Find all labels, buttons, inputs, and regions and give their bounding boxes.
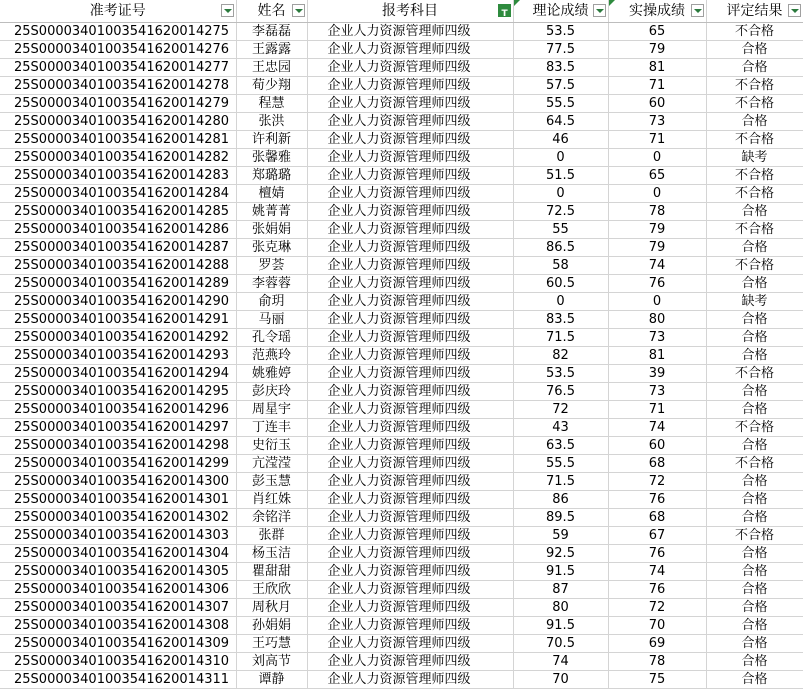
table-row — [0, 239, 803, 257]
cell-result[interactable]: 合格 — [706, 653, 803, 671]
cell-result[interactable]: 不合格 — [706, 131, 803, 149]
cell-theory-score[interactable]: 63.5 — [513, 437, 608, 455]
cell-exam-id[interactable]: 25S00003401003541620014310 — [0, 653, 236, 671]
cell-practical-score[interactable]: 60 — [608, 437, 706, 455]
cell-result[interactable]: 缺考 — [706, 293, 803, 311]
cell-name[interactable]: 荀少翔 — [236, 77, 307, 95]
cell-name[interactable]: 张克琳 — [236, 239, 307, 257]
cell-exam-id[interactable]: 25S00003401003541620014309 — [0, 635, 236, 653]
table-row — [0, 401, 803, 419]
cell-theory-score[interactable]: 72 — [513, 401, 608, 419]
cell-subject[interactable]: 企业人力资源管理师四级 — [307, 617, 513, 635]
cell-practical-score[interactable]: 70 — [608, 617, 706, 635]
cell-result[interactable]: 不合格 — [706, 95, 803, 113]
cell-subject[interactable]: 企业人力资源管理师四级 — [307, 347, 513, 365]
table-row — [0, 329, 803, 347]
cell-name[interactable]: 彭玉慧 — [236, 473, 307, 491]
cell-name[interactable]: 王露露 — [236, 41, 307, 59]
cell-practical-score[interactable]: 39 — [608, 365, 706, 383]
cell-name[interactable]: 檀婧 — [236, 185, 307, 203]
cell-name[interactable]: 郑璐璐 — [236, 167, 307, 185]
cell-practical-score[interactable]: 80 — [608, 311, 706, 329]
cell-exam-id[interactable]: 25S00003401003541620014308 — [0, 617, 236, 635]
filter-dropdown-icon[interactable] — [221, 4, 234, 17]
cell-name[interactable]: 瞿甜甜 — [236, 563, 307, 581]
cell-name[interactable]: 李蓉蓉 — [236, 275, 307, 293]
table-row — [0, 365, 803, 383]
cell-theory-score[interactable]: 72.5 — [513, 203, 608, 221]
cell-practical-score[interactable]: 71 — [608, 77, 706, 95]
cell-subject[interactable]: 企业人力资源管理师四级 — [307, 203, 513, 221]
cell-theory-score[interactable]: 71.5 — [513, 473, 608, 491]
cell-theory-score[interactable]: 43 — [513, 419, 608, 437]
cell-exam-id[interactable]: 25S00003401003541620014298 — [0, 437, 236, 455]
comment-indicator-icon — [514, 0, 520, 6]
cell-subject[interactable]: 企业人力资源管理师四级 — [307, 149, 513, 167]
column-header[interactable] — [706, 0, 803, 23]
cell-subject[interactable]: 企业人力资源管理师四级 — [307, 311, 513, 329]
header-row — [0, 0, 803, 23]
cell-theory-score[interactable]: 53.5 — [513, 23, 608, 41]
cell-result[interactable]: 合格 — [706, 473, 803, 491]
table-row — [0, 545, 803, 563]
cell-result[interactable]: 不合格 — [706, 23, 803, 41]
table-row — [0, 635, 803, 653]
comment-indicator-icon — [609, 0, 615, 6]
cell-exam-id[interactable]: 25S00003401003541620014292 — [0, 329, 236, 347]
cell-practical-score[interactable]: 78 — [608, 653, 706, 671]
table-row — [0, 41, 803, 59]
cell-result[interactable]: 合格 — [706, 59, 803, 77]
cell-subject[interactable]: 企业人力资源管理师四级 — [307, 437, 513, 455]
cell-exam-id[interactable]: 25S00003401003541620014279 — [0, 95, 236, 113]
cell-theory-score[interactable]: 70 — [513, 671, 608, 689]
cell-name[interactable]: 程慧 — [236, 95, 307, 113]
cell-subject[interactable]: 企业人力资源管理师四级 — [307, 59, 513, 77]
cell-subject[interactable]: 企业人力资源管理师四级 — [307, 383, 513, 401]
cell-subject[interactable]: 企业人力资源管理师四级 — [307, 185, 513, 203]
cell-theory-score[interactable]: 0 — [513, 149, 608, 167]
cell-exam-id[interactable]: 25S00003401003541620014287 — [0, 239, 236, 257]
filter-dropdown-icon[interactable] — [788, 4, 801, 17]
cell-name[interactable]: 姚雅婷 — [236, 365, 307, 383]
column-header-label: 理论成绩 — [532, 3, 589, 19]
cell-practical-score[interactable]: 76 — [608, 581, 706, 599]
cell-practical-score[interactable]: 79 — [608, 221, 706, 239]
cell-result[interactable]: 合格 — [706, 617, 803, 635]
cell-subject[interactable]: 企业人力资源管理师四级 — [307, 635, 513, 653]
table-row — [0, 455, 803, 473]
cell-practical-score[interactable]: 65 — [608, 23, 706, 41]
cell-name[interactable]: 王欣欣 — [236, 581, 307, 599]
cell-result[interactable]: 合格 — [706, 401, 803, 419]
cell-result[interactable]: 合格 — [706, 347, 803, 365]
cell-practical-score[interactable]: 71 — [608, 131, 706, 149]
cell-practical-score[interactable]: 60 — [608, 95, 706, 113]
cell-practical-score[interactable]: 73 — [608, 329, 706, 347]
cell-name[interactable]: 丁连丰 — [236, 419, 307, 437]
cell-theory-score[interactable]: 76.5 — [513, 383, 608, 401]
cell-practical-score[interactable]: 78 — [608, 203, 706, 221]
cell-name[interactable]: 周秋月 — [236, 599, 307, 617]
table-row — [0, 581, 803, 599]
cell-name[interactable]: 谭静 — [236, 671, 307, 689]
cell-subject[interactable]: 企业人力资源管理师四级 — [307, 419, 513, 437]
cell-theory-score[interactable]: 86.5 — [513, 239, 608, 257]
cell-exam-id[interactable]: 25S00003401003541620014275 — [0, 23, 236, 41]
cell-theory-score[interactable]: 87 — [513, 581, 608, 599]
cell-practical-score[interactable]: 0 — [608, 293, 706, 311]
table-row — [0, 203, 803, 221]
cell-exam-id[interactable]: 25S00003401003541620014282 — [0, 149, 236, 167]
table-row — [0, 599, 803, 617]
table-row — [0, 653, 803, 671]
cell-result[interactable]: 合格 — [706, 311, 803, 329]
column-header[interactable] — [307, 0, 513, 23]
cell-exam-id[interactable]: 25S00003401003541620014293 — [0, 347, 236, 365]
cell-theory-score[interactable]: 92.5 — [513, 545, 608, 563]
column-header[interactable] — [236, 0, 307, 23]
column-header[interactable] — [0, 0, 236, 23]
cell-exam-id[interactable]: 25S00003401003541620014283 — [0, 167, 236, 185]
column-header-label: 报考科目 — [382, 3, 438, 19]
cell-exam-id[interactable]: 25S00003401003541620014302 — [0, 509, 236, 527]
cell-result[interactable]: 不合格 — [706, 419, 803, 437]
table-row — [0, 185, 803, 203]
column-header-label: 姓名 — [257, 3, 286, 19]
cell-exam-id[interactable]: 25S00003401003541620014297 — [0, 419, 236, 437]
cell-subject[interactable]: 企业人力资源管理师四级 — [307, 329, 513, 347]
cell-theory-score[interactable]: 64.5 — [513, 113, 608, 131]
cell-subject[interactable]: 企业人力资源管理师四级 — [307, 95, 513, 113]
cell-practical-score[interactable]: 75 — [608, 671, 706, 689]
cell-result[interactable]: 合格 — [706, 437, 803, 455]
cell-practical-score[interactable]: 79 — [608, 41, 706, 59]
cell-result[interactable]: 不合格 — [706, 167, 803, 185]
cell-result[interactable]: 不合格 — [706, 527, 803, 545]
cell-practical-score[interactable]: 73 — [608, 383, 706, 401]
cell-practical-score[interactable]: 65 — [608, 167, 706, 185]
cell-subject[interactable]: 企业人力资源管理师四级 — [307, 167, 513, 185]
table-row — [0, 257, 803, 275]
filter-dropdown-icon[interactable] — [691, 4, 704, 17]
cell-theory-score[interactable]: 91.5 — [513, 563, 608, 581]
table-row — [0, 23, 803, 41]
cell-exam-id[interactable]: 25S00003401003541620014284 — [0, 185, 236, 203]
cell-exam-id[interactable]: 25S00003401003541620014290 — [0, 293, 236, 311]
cell-exam-id[interactable]: 25S00003401003541620014301 — [0, 491, 236, 509]
cell-practical-score[interactable]: 68 — [608, 455, 706, 473]
cell-exam-id[interactable]: 25S00003401003541620014304 — [0, 545, 236, 563]
cell-name[interactable]: 李磊磊 — [236, 23, 307, 41]
cell-subject[interactable]: 企业人力资源管理师四级 — [307, 527, 513, 545]
table-row — [0, 59, 803, 77]
table-row — [0, 113, 803, 131]
cell-practical-score[interactable]: 72 — [608, 599, 706, 617]
cell-exam-id[interactable]: 25S00003401003541620014307 — [0, 599, 236, 617]
cell-name[interactable]: 史衍玉 — [236, 437, 307, 455]
cell-subject[interactable]: 企业人力资源管理师四级 — [307, 275, 513, 293]
cell-practical-score[interactable]: 0 — [608, 149, 706, 167]
cell-result[interactable]: 合格 — [706, 203, 803, 221]
column-header[interactable] — [513, 0, 608, 23]
cell-name[interactable]: 俞玥 — [236, 293, 307, 311]
cell-result[interactable]: 合格 — [706, 581, 803, 599]
cell-exam-id[interactable]: 25S00003401003541620014305 — [0, 563, 236, 581]
cell-exam-id[interactable]: 25S00003401003541620014299 — [0, 455, 236, 473]
cell-theory-score[interactable]: 60.5 — [513, 275, 608, 293]
cell-theory-score[interactable]: 82 — [513, 347, 608, 365]
table-row — [0, 437, 803, 455]
cell-result[interactable]: 合格 — [706, 599, 803, 617]
cell-exam-id[interactable]: 25S00003401003541620014291 — [0, 311, 236, 329]
cell-theory-score[interactable]: 58 — [513, 257, 608, 275]
cell-name[interactable]: 亢滢滢 — [236, 455, 307, 473]
cell-theory-score[interactable]: 80 — [513, 599, 608, 617]
cell-name[interactable]: 杨玉洁 — [236, 545, 307, 563]
cell-result[interactable]: 合格 — [706, 275, 803, 293]
cell-exam-id[interactable]: 25S00003401003541620014296 — [0, 401, 236, 419]
cell-subject[interactable]: 企业人力资源管理师四级 — [307, 365, 513, 383]
cell-subject[interactable]: 企业人力资源管理师四级 — [307, 293, 513, 311]
cell-name[interactable]: 肖红姝 — [236, 491, 307, 509]
cell-practical-score[interactable]: 81 — [608, 59, 706, 77]
table-row — [0, 95, 803, 113]
cell-name[interactable]: 余铭洋 — [236, 509, 307, 527]
column-header-label: 评定结果 — [726, 3, 783, 19]
table-row — [0, 509, 803, 527]
cell-subject[interactable]: 企业人力资源管理师四级 — [307, 113, 513, 131]
cell-name[interactable]: 张群 — [236, 527, 307, 545]
cell-name[interactable]: 范燕玲 — [236, 347, 307, 365]
table-row — [0, 563, 803, 581]
cell-practical-score[interactable]: 74 — [608, 563, 706, 581]
cell-result[interactable]: 合格 — [706, 383, 803, 401]
table-row — [0, 671, 803, 689]
table-row — [0, 77, 803, 95]
table-row — [0, 491, 803, 509]
cell-practical-score[interactable]: 72 — [608, 473, 706, 491]
cell-result[interactable]: 合格 — [706, 545, 803, 563]
table-row — [0, 149, 803, 167]
cell-theory-score[interactable]: 86 — [513, 491, 608, 509]
cell-name[interactable]: 马丽 — [236, 311, 307, 329]
cell-name[interactable]: 姚菁菁 — [236, 203, 307, 221]
cell-name[interactable]: 周星宇 — [236, 401, 307, 419]
cell-practical-score[interactable]: 79 — [608, 239, 706, 257]
cell-theory-score[interactable]: 91.5 — [513, 617, 608, 635]
cell-subject[interactable]: 企业人力资源管理师四级 — [307, 257, 513, 275]
table-row — [0, 311, 803, 329]
cell-result[interactable]: 合格 — [706, 491, 803, 509]
cell-result[interactable]: 合格 — [706, 563, 803, 581]
cell-exam-id[interactable]: 25S00003401003541620014277 — [0, 59, 236, 77]
cell-name[interactable]: 张馨雅 — [236, 149, 307, 167]
cell-practical-score[interactable]: 73 — [608, 113, 706, 131]
table-row — [0, 419, 803, 437]
cell-result[interactable]: 合格 — [706, 113, 803, 131]
cell-subject[interactable]: 企业人力资源管理师四级 — [307, 509, 513, 527]
cell-subject[interactable]: 企业人力资源管理师四级 — [307, 23, 513, 41]
cell-subject[interactable]: 企业人力资源管理师四级 — [307, 77, 513, 95]
cell-exam-id[interactable]: 25S00003401003541620014303 — [0, 527, 236, 545]
cell-theory-score[interactable]: 55 — [513, 221, 608, 239]
table-row — [0, 383, 803, 401]
cell-exam-id[interactable]: 25S00003401003541620014278 — [0, 77, 236, 95]
table-row — [0, 131, 803, 149]
cell-practical-score[interactable]: 0 — [608, 185, 706, 203]
cell-result[interactable]: 合格 — [706, 671, 803, 689]
cell-exam-id[interactable]: 25S00003401003541620014294 — [0, 365, 236, 383]
cell-result[interactable]: 不合格 — [706, 185, 803, 203]
table-row — [0, 617, 803, 635]
filter-dropdown-icon[interactable] — [292, 4, 305, 17]
cell-name[interactable]: 罗荟 — [236, 257, 307, 275]
cell-result[interactable]: 不合格 — [706, 77, 803, 95]
cell-name[interactable]: 张洪 — [236, 113, 307, 131]
cell-result[interactable]: 合格 — [706, 635, 803, 653]
cell-practical-score[interactable]: 68 — [608, 509, 706, 527]
cell-practical-score[interactable]: 76 — [608, 491, 706, 509]
cell-practical-score[interactable]: 81 — [608, 347, 706, 365]
cell-exam-id[interactable]: 25S00003401003541620014286 — [0, 221, 236, 239]
cell-name[interactable]: 彭庆玲 — [236, 383, 307, 401]
cell-practical-score[interactable]: 76 — [608, 545, 706, 563]
cell-practical-score[interactable]: 74 — [608, 257, 706, 275]
cell-subject[interactable]: 企业人力资源管理师四级 — [307, 653, 513, 671]
cell-theory-score[interactable]: 0 — [513, 293, 608, 311]
cell-subject[interactable]: 企业人力资源管理师四级 — [307, 131, 513, 149]
cell-theory-score[interactable]: 71.5 — [513, 329, 608, 347]
cell-exam-id[interactable]: 25S00003401003541620014311 — [0, 671, 236, 689]
cell-result[interactable]: 合格 — [706, 509, 803, 527]
cell-subject[interactable]: 企业人力资源管理师四级 — [307, 671, 513, 689]
cell-exam-id[interactable]: 25S00003401003541620014285 — [0, 203, 236, 221]
cell-result[interactable]: 不合格 — [706, 365, 803, 383]
cell-practical-score[interactable]: 69 — [608, 635, 706, 653]
cell-name[interactable]: 王巧慧 — [236, 635, 307, 653]
table-row — [0, 527, 803, 545]
cell-name[interactable]: 王忠园 — [236, 59, 307, 77]
cell-subject[interactable]: 企业人力资源管理师四级 — [307, 221, 513, 239]
cell-exam-id[interactable]: 25S00003401003541620014306 — [0, 581, 236, 599]
cell-subject[interactable]: 企业人力资源管理师四级 — [307, 581, 513, 599]
cell-exam-id[interactable]: 25S00003401003541620014300 — [0, 473, 236, 491]
cell-theory-score[interactable]: 53.5 — [513, 365, 608, 383]
cell-result[interactable]: 不合格 — [706, 455, 803, 473]
cell-subject[interactable]: 企业人力资源管理师四级 — [307, 41, 513, 59]
cell-practical-score[interactable]: 71 — [608, 401, 706, 419]
cell-theory-score[interactable]: 83.5 — [513, 59, 608, 77]
cell-subject[interactable]: 企业人力资源管理师四级 — [307, 239, 513, 257]
cell-result[interactable]: 缺考 — [706, 149, 803, 167]
cell-theory-score[interactable]: 70.5 — [513, 635, 608, 653]
cell-exam-id[interactable]: 25S00003401003541620014288 — [0, 257, 236, 275]
cell-result[interactable]: 合格 — [706, 329, 803, 347]
cell-theory-score[interactable]: 51.5 — [513, 167, 608, 185]
cell-theory-score[interactable]: 55.5 — [513, 455, 608, 473]
table-row — [0, 221, 803, 239]
cell-exam-id[interactable]: 25S00003401003541620014289 — [0, 275, 236, 293]
cell-name[interactable]: 刘高节 — [236, 653, 307, 671]
cell-subject[interactable]: 企业人力资源管理师四级 — [307, 401, 513, 419]
cell-result[interactable]: 不合格 — [706, 257, 803, 275]
table-row — [0, 167, 803, 185]
cell-theory-score[interactable]: 83.5 — [513, 311, 608, 329]
cell-subject[interactable]: 企业人力资源管理师四级 — [307, 473, 513, 491]
cell-subject[interactable]: 企业人力资源管理师四级 — [307, 545, 513, 563]
column-header[interactable] — [608, 0, 706, 23]
cell-subject[interactable]: 企业人力资源管理师四级 — [307, 563, 513, 581]
cell-subject[interactable]: 企业人力资源管理师四级 — [307, 599, 513, 617]
cell-theory-score[interactable]: 0 — [513, 185, 608, 203]
cell-result[interactable]: 不合格 — [706, 221, 803, 239]
cell-name[interactable]: 许利新 — [236, 131, 307, 149]
cell-theory-score[interactable]: 57.5 — [513, 77, 608, 95]
cell-exam-id[interactable]: 25S00003401003541620014276 — [0, 41, 236, 59]
table-row — [0, 293, 803, 311]
cell-practical-score[interactable]: 67 — [608, 527, 706, 545]
cell-result[interactable]: 合格 — [706, 41, 803, 59]
cell-subject[interactable]: 企业人力资源管理师四级 — [307, 491, 513, 509]
column-header-label: 准考证号 — [89, 3, 146, 19]
cell-theory-score[interactable]: 77.5 — [513, 41, 608, 59]
table-row — [0, 347, 803, 365]
cell-theory-score[interactable]: 59 — [513, 527, 608, 545]
cell-practical-score[interactable]: 74 — [608, 419, 706, 437]
cell-practical-score[interactable]: 76 — [608, 275, 706, 293]
table-row — [0, 473, 803, 491]
table-row — [0, 275, 803, 293]
cell-theory-score[interactable]: 46 — [513, 131, 608, 149]
cell-exam-id[interactable]: 25S00003401003541620014295 — [0, 383, 236, 401]
cell-exam-id[interactable]: 25S00003401003541620014280 — [0, 113, 236, 131]
cell-name[interactable]: 孙娟娟 — [236, 617, 307, 635]
filter-active-icon[interactable] — [498, 4, 511, 17]
filter-dropdown-icon[interactable] — [593, 4, 606, 17]
cell-exam-id[interactable]: 25S00003401003541620014281 — [0, 131, 236, 149]
cell-subject[interactable]: 企业人力资源管理师四级 — [307, 455, 513, 473]
cell-name[interactable]: 孔令瑶 — [236, 329, 307, 347]
cell-theory-score[interactable]: 55.5 — [513, 95, 608, 113]
column-header-label: 实操成绩 — [629, 3, 685, 19]
cell-result[interactable]: 合格 — [706, 239, 803, 257]
cell-theory-score[interactable]: 74 — [513, 653, 608, 671]
cell-name[interactable]: 张娟娟 — [236, 221, 307, 239]
cell-theory-score[interactable]: 89.5 — [513, 509, 608, 527]
